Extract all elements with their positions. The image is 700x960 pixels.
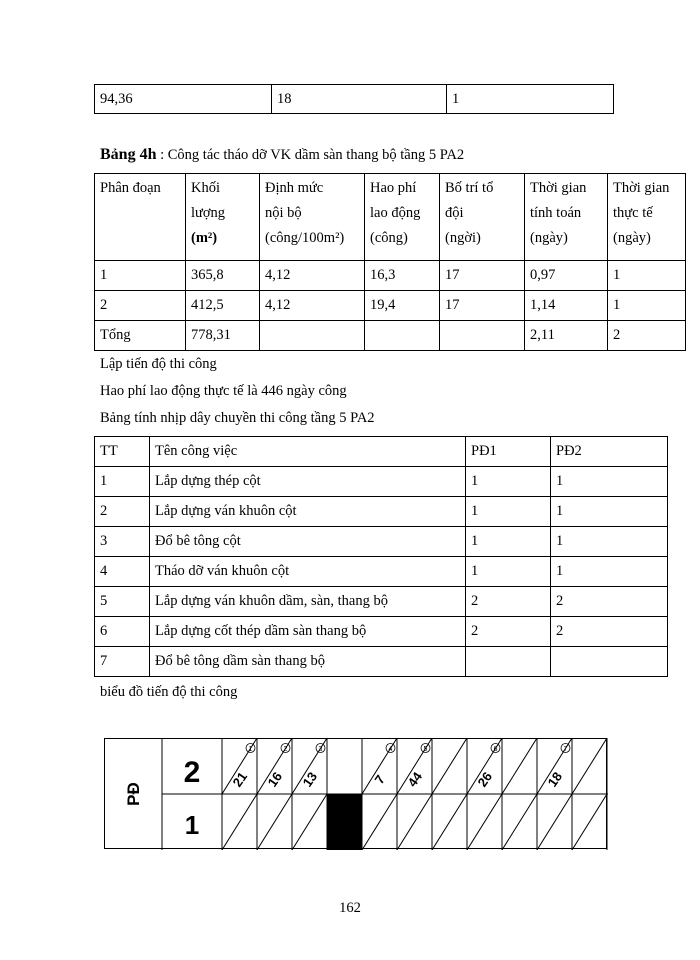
table-cell: 2 <box>466 587 551 617</box>
progress-diagonal <box>257 794 292 850</box>
table-cell: 1,14 <box>525 291 608 321</box>
job-duration-label: 44 <box>404 769 426 790</box>
progress-diagonal <box>537 794 572 850</box>
table-cell: 2 <box>95 291 186 321</box>
table-cell: Đổ bê tông cột <box>150 527 466 557</box>
job-number-label: 1 <box>248 746 253 753</box>
header-cell: Bố trí tổ đội (ngời) <box>440 174 525 261</box>
table-cell: 6 <box>95 617 150 647</box>
table-cell: 1 <box>466 557 551 587</box>
table-cell: 2 <box>551 617 668 647</box>
table-cell <box>551 647 668 677</box>
paragraph: Hao phí lao động thực tế là 446 ngày công <box>100 383 347 399</box>
page-number: 162 <box>339 900 361 916</box>
paragraph: Lập tiến độ thi công <box>100 356 217 372</box>
job-number-label: 5 <box>423 746 428 753</box>
table-cell: 1 <box>95 261 186 291</box>
table-cell: 1 <box>95 467 150 497</box>
progress-diagonal <box>222 794 257 850</box>
table-cell: 1 <box>466 497 551 527</box>
table-cell: 412,5 <box>186 291 260 321</box>
row-label-2: 2 <box>183 756 201 789</box>
job-number-label: 4 <box>388 746 393 753</box>
header-cell: Phân đoạn <box>95 174 186 261</box>
job-number-label: 6 <box>493 746 498 753</box>
table-cell: 4,12 <box>260 261 365 291</box>
progress-diagonal <box>502 738 537 794</box>
table-cell: Lắp dựng cốt thép dầm sàn thang bộ <box>150 617 466 647</box>
job-number-label: 7 <box>563 746 568 753</box>
table-cell <box>466 647 551 677</box>
table-cell: 18 <box>272 85 447 114</box>
progress-diagonal <box>362 794 397 850</box>
table-4h-title: : Công tác tháo dỡ VK dầm sàn thang bộ tầng 5 PA2 <box>156 147 465 163</box>
table-4h-label: Bảng 4h <box>100 146 157 163</box>
header-cell: Tên công việc <box>150 437 466 467</box>
job-duration-label: 7 <box>371 772 389 787</box>
table-cell: 2 <box>95 497 150 527</box>
table-cell: 1 <box>608 291 686 321</box>
top-continuation-table <box>94 84 614 114</box>
table-cell: 94,36 <box>95 85 272 114</box>
job-duration-label: 13 <box>299 769 321 790</box>
progress-diagonal <box>572 738 607 794</box>
header-cell: Định mức nội bộ (công/100m²) <box>260 174 365 261</box>
progress-diagonal <box>432 738 467 794</box>
job-number-label: 3 <box>318 746 323 753</box>
table-row <box>95 527 668 557</box>
table-cell: 5 <box>95 587 150 617</box>
table-row <box>95 321 686 351</box>
row-label-1: 1 <box>184 810 200 840</box>
blocked-cell <box>327 794 362 850</box>
table-cell: 19,4 <box>365 291 440 321</box>
table-cell: 778,31 <box>186 321 260 351</box>
progress-diagonal <box>292 794 327 850</box>
table-cell: 2 <box>466 617 551 647</box>
table-cell: Đổ bê tông dầm sàn thang bộ <box>150 647 466 677</box>
table-header-row <box>95 174 686 261</box>
job-number-label: 2 <box>283 746 288 753</box>
job-duration-label: 16 <box>264 769 286 790</box>
table-cell: Lắp dựng ván khuôn dầm, sàn, thang bộ <box>150 587 466 617</box>
table-cell: 1 <box>466 527 551 557</box>
table-4h-caption <box>100 146 464 164</box>
diagram-grid <box>162 738 608 850</box>
axis-label: PĐ <box>124 782 143 806</box>
table-row <box>95 291 686 321</box>
table-cell: Lắp dựng thép cột <box>150 467 466 497</box>
table-cell: 2 <box>551 587 668 617</box>
table-row <box>95 587 668 617</box>
header-cell: Khối lượng (m²) <box>186 174 260 261</box>
header-cell: Thời gian thực tế (ngày) <box>608 174 686 261</box>
progress-diagonal <box>397 794 432 850</box>
table-cell: 4 <box>95 557 150 587</box>
table-cell: Lắp dựng ván khuôn cột <box>150 497 466 527</box>
table-cell: 4,12 <box>260 291 365 321</box>
progress-diagonal <box>572 794 607 850</box>
table-cell: 2 <box>608 321 686 351</box>
table-cell: 1 <box>551 467 668 497</box>
table-cell: 1 <box>551 557 668 587</box>
rhythm-table <box>94 436 668 677</box>
header-cell: PĐ1 <box>466 437 551 467</box>
table-cell: 7 <box>95 647 150 677</box>
table-cell <box>440 321 525 351</box>
header-cell: Hao phí lao động (công) <box>365 174 440 261</box>
progress-diagonal <box>467 794 502 850</box>
table-cell: 16,3 <box>365 261 440 291</box>
progress-diagonal <box>432 794 467 850</box>
table-row <box>95 617 668 647</box>
table-cell: Tháo dỡ ván khuôn cột <box>150 557 466 587</box>
table-row <box>95 467 668 497</box>
table-cell <box>260 321 365 351</box>
table-row <box>95 557 668 587</box>
table-cell: 2,11 <box>525 321 608 351</box>
job-duration-label: 26 <box>474 769 496 790</box>
table-row <box>95 261 686 291</box>
table-header-row <box>95 437 668 467</box>
table-cell: 365,8 <box>186 261 260 291</box>
table-row <box>95 647 668 677</box>
table-cell: 1 <box>551 497 668 527</box>
table-cell: 3 <box>95 527 150 557</box>
chart-caption: biểu đồ tiến độ thi công <box>100 684 238 700</box>
table-4h <box>94 173 686 351</box>
table-cell: 0,97 <box>525 261 608 291</box>
table-cell: 1 <box>551 527 668 557</box>
header-cell: TT <box>95 437 150 467</box>
table-cell: Tổng <box>95 321 186 351</box>
header-cell: PĐ2 <box>551 437 668 467</box>
table-cell <box>365 321 440 351</box>
paragraph: Bảng tính nhịp dây chuyền thi công tầng 5 PA2 <box>100 410 375 426</box>
job-duration-label: 21 <box>229 769 251 790</box>
table-row <box>95 85 614 114</box>
table-cell: 1 <box>466 467 551 497</box>
table-cell: 17 <box>440 291 525 321</box>
schedule-diagram <box>104 738 608 850</box>
table-row <box>95 497 668 527</box>
progress-diagonal <box>502 794 537 850</box>
header-cell: Thời gian tính toán (ngày) <box>525 174 608 261</box>
table-cell: 1 <box>447 85 614 114</box>
table-cell: 17 <box>440 261 525 291</box>
job-duration-label: 18 <box>544 769 566 790</box>
table-cell: 1 <box>608 261 686 291</box>
